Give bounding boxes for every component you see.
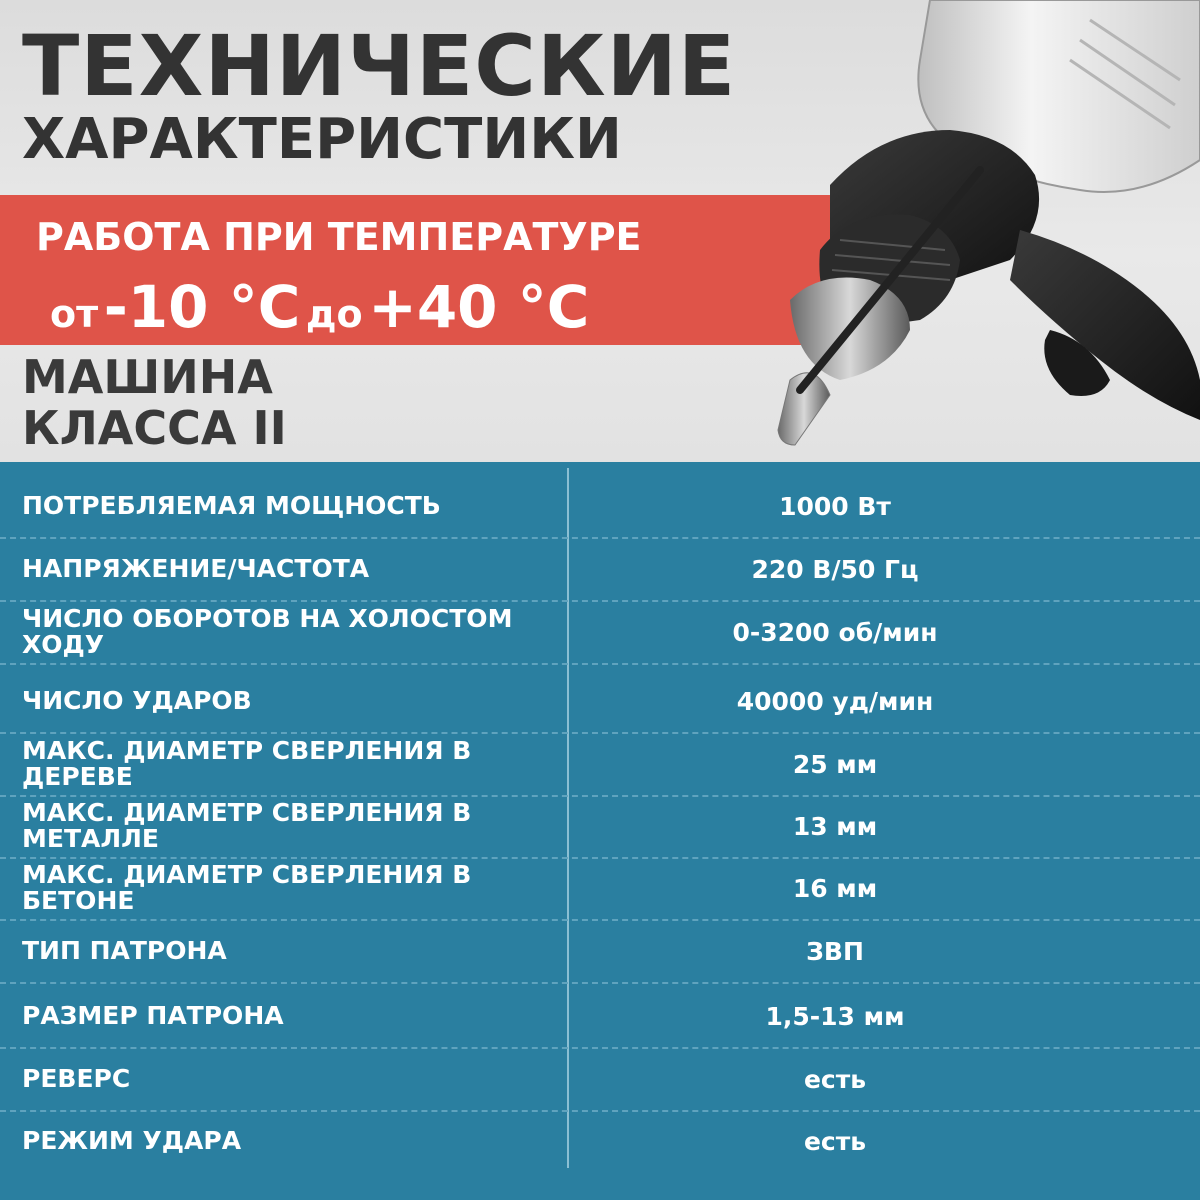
spec-value: 16 мм bbox=[792, 873, 878, 903]
temperature-to-word: до bbox=[305, 292, 363, 336]
spec-label: ЧИСЛО УДАРОВ bbox=[22, 685, 252, 715]
spec-row bbox=[0, 795, 1200, 859]
spec-row bbox=[0, 920, 1200, 984]
machine-class bbox=[22, 352, 342, 453]
machine-class-line1: МАШИНА bbox=[22, 350, 273, 404]
spec-row bbox=[0, 1110, 1200, 1172]
spec-label: МАКС. ДИАМЕТР СВЕРЛЕНИЯ В ДЕРЕВЕ bbox=[22, 735, 472, 791]
spec-label: НАПРЯЖЕНИЕ/ЧАСТОТА bbox=[22, 553, 370, 583]
spec-label: МАКС. ДИАМЕТР СВЕРЛЕНИЯ В БЕТОНЕ bbox=[22, 859, 472, 915]
temperature-from-value: -10 °C bbox=[103, 273, 301, 341]
spec-value: ЗВП bbox=[806, 936, 864, 966]
spec-row bbox=[0, 670, 1200, 734]
spec-row bbox=[0, 538, 1200, 602]
temperature-from-word: от bbox=[50, 292, 99, 336]
spec-row bbox=[0, 601, 1200, 665]
spec-value: 40000 уд/мин bbox=[736, 686, 934, 716]
temperature-to-value: +40 °C bbox=[368, 273, 590, 341]
spec-value: 13 мм bbox=[792, 811, 878, 841]
spec-label: МАКС. ДИАМЕТР СВЕРЛЕНИЯ В МЕТАЛЛЕ bbox=[22, 797, 472, 853]
spec-row bbox=[0, 475, 1200, 539]
spec-row bbox=[0, 1048, 1200, 1112]
spec-value: 1000 Вт bbox=[779, 491, 891, 521]
page-subtitle: ХАРАКТЕРИСТИКИ bbox=[22, 107, 622, 172]
spec-row bbox=[0, 985, 1200, 1049]
spec-value: 1,5-13 мм bbox=[765, 1001, 905, 1031]
page-title: ТЕХНИЧЕСКИЕ bbox=[22, 17, 737, 115]
spec-label: РЕВЕРС bbox=[22, 1063, 131, 1093]
spec-label: РАЗМЕР ПАТРОНА bbox=[22, 1000, 284, 1030]
machine-class-line2: КЛАССА II bbox=[22, 400, 287, 455]
spec-row bbox=[0, 733, 1200, 797]
spec-value: 25 мм bbox=[792, 749, 878, 779]
spec-value: 0-3200 об/мин bbox=[732, 617, 938, 647]
spec-label: ТИП ПАТРОНА bbox=[22, 935, 227, 965]
impact-drill-icon bbox=[760, 0, 1200, 462]
spec-label: ЧИСЛО ОБОРОТОВ НА ХОЛОСТОМ ХОДУ bbox=[22, 603, 513, 659]
spec-value: 220 В/50 Гц bbox=[751, 554, 919, 584]
spec-label: ПОТРЕБЛЯЕМАЯ МОЩНОСТЬ bbox=[22, 490, 441, 520]
spec-value: есть bbox=[803, 1126, 867, 1156]
spec-label: РЕЖИМ УДАРА bbox=[22, 1125, 242, 1155]
temperature-label: РАБОТА ПРИ ТЕМПЕРАТУРЕ bbox=[36, 215, 642, 259]
spec-value: есть bbox=[803, 1064, 867, 1094]
spec-row bbox=[0, 857, 1200, 921]
temperature-range bbox=[50, 273, 590, 341]
